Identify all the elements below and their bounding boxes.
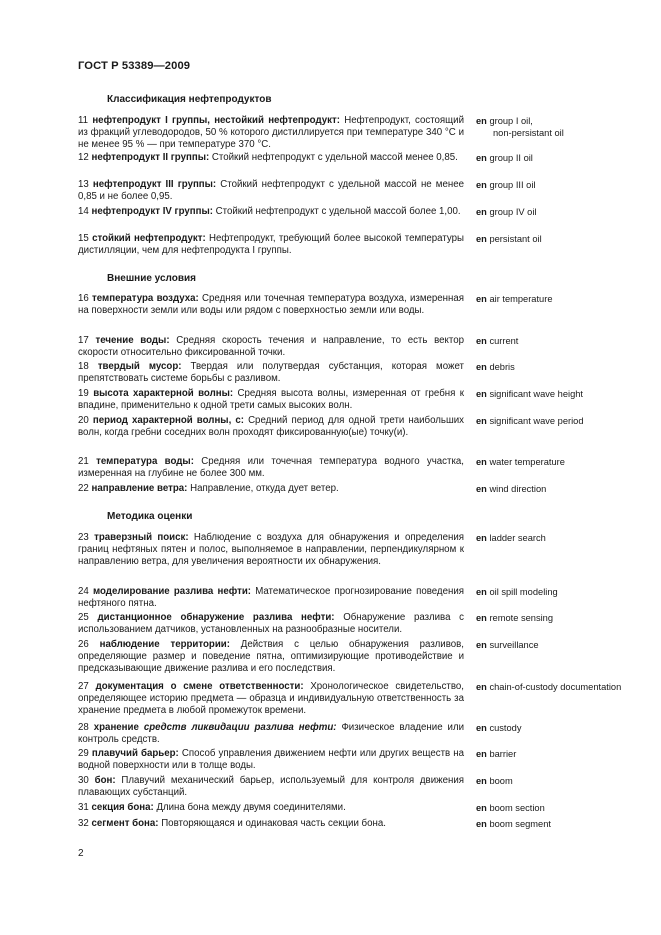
term-23-english — [476, 532, 641, 544]
term-16 — [78, 293, 464, 317]
en-tag: en — [476, 207, 487, 217]
en-term: group IV oil — [489, 207, 537, 217]
term-name: наблюдение территории: — [99, 639, 230, 650]
term-name: сегмент бона: — [91, 818, 159, 829]
term-number: 28 — [78, 722, 89, 733]
term-name: плавучий барьер: — [91, 748, 179, 759]
section-title-external-conditions: Внешние условия — [107, 273, 197, 284]
page-number: 2 — [78, 848, 84, 859]
term-24-english — [476, 586, 641, 598]
term-name: нефтепродукт I группы, нестойкий нефтепродукт: — [92, 115, 340, 126]
term-name: траверзный поиск: — [94, 532, 189, 543]
term-number: 26 — [78, 639, 89, 650]
en-term: boom section — [489, 803, 545, 813]
term-definition: Стойкий нефтепродукт с удельной массой не менее 0,85 и не более 0,95. — [78, 179, 464, 203]
en-term: persistant oil — [489, 234, 542, 244]
en-term-continued: non-persistant oil — [493, 128, 564, 139]
en-term: group I oil, — [489, 116, 533, 126]
term-definition: Повторяющаяся и одинаковая часть секции бона. — [161, 818, 386, 829]
term-name: температура воды: — [96, 456, 194, 467]
en-tag: en — [476, 153, 487, 163]
term-number: 13 — [78, 179, 89, 190]
en-tag: en — [476, 416, 487, 426]
term-23 — [78, 532, 464, 568]
en-term: boom — [489, 776, 513, 786]
term-name-italic: средств ликвидации разлива нефти: — [143, 722, 337, 733]
term-29-english — [476, 748, 641, 760]
term-definition: Нефтепродукт, состоящий из фракций углеводородов, 50 % которого дистиллируется при температуре 340 °C и не менее 95 % — при температуре 370 °C. — [78, 115, 464, 151]
en-tag: en — [476, 640, 487, 650]
term-name: течение воды: — [95, 335, 170, 346]
term-name: период характерной волны, с: — [92, 415, 244, 426]
term-number: 12 — [78, 152, 89, 163]
term-definition: Хронологическое свидетельство, определяющее историю предмета — образца и индивидуальную ответственность за хранение предмета в любой промежуток времени. — [78, 681, 464, 717]
standard-number: ГОСТ Р 53389—2009 — [78, 60, 191, 72]
term-number: 17 — [78, 335, 89, 346]
term-definition: Твердая или полутвердая субстанция, которая может препятствовать системе борьбы с разливом. — [78, 361, 464, 385]
term-definition: Направление, откуда дует ветер. — [190, 483, 339, 494]
term-number: 18 — [78, 361, 89, 372]
term-number: 11 — [78, 115, 89, 126]
en-tag: en — [476, 116, 487, 126]
term-24 — [78, 586, 464, 610]
term-12-english — [476, 152, 641, 164]
term-25 — [78, 612, 464, 636]
term-number: 21 — [78, 456, 89, 467]
en-term: barrier — [489, 749, 517, 759]
en-tag: en — [476, 819, 487, 829]
en-term: significant wave height — [489, 389, 583, 399]
term-name: секция бона: — [91, 802, 154, 813]
term-26-english — [476, 639, 641, 651]
term-number: 27 — [78, 681, 89, 692]
term-name: нефтепродукт III группы: — [92, 179, 217, 190]
en-term: wind direction — [489, 484, 547, 494]
term-28-english — [476, 722, 641, 734]
term-number: 31 — [78, 802, 89, 813]
en-tag: en — [476, 613, 487, 623]
en-term: oil spill modeling — [489, 587, 558, 597]
term-20-english — [476, 415, 641, 427]
term-number: 24 — [78, 586, 89, 597]
en-term: current — [489, 336, 519, 346]
term-16-english — [476, 293, 641, 305]
term-32 — [78, 818, 464, 830]
term-name: бон: — [94, 775, 116, 786]
term-definition: Стойкий нефтепродукт с удельной массой более 1,00. — [215, 206, 461, 217]
term-definition: Математическое прогнозирование поведения нефтяного пятна. — [78, 586, 464, 610]
term-27 — [78, 681, 464, 717]
en-tag: en — [476, 776, 487, 786]
term-definition: Способ управления движением нефти или других веществ на водной поверхности или в толще воды. — [78, 748, 464, 772]
term-number: 25 — [78, 612, 89, 623]
term-21 — [78, 456, 464, 480]
term-15-english — [476, 233, 641, 245]
term-definition: Действия с целью обнаружения разливов, определяющие размер и поведение пятна, оптимизирующие противодействие и предсказывающие движение разлива и его последствия. — [78, 639, 464, 675]
term-18-english — [476, 361, 641, 373]
term-number: 16 — [78, 293, 89, 304]
term-definition: Наблюдение с воздуха для обнаружения и определения границ нефтяных пятен и полос, выполняемое в направлении, перпендикулярном к направлению ветра, для увеличения вероятности их обнаружения. — [78, 532, 464, 568]
term-definition: Стойкий нефтепродукт с удельной массой менее 0,85. — [211, 152, 458, 163]
term-13-english — [476, 179, 641, 191]
term-22 — [78, 483, 464, 495]
term-26 — [78, 639, 464, 675]
term-number: 29 — [78, 748, 89, 759]
term-name: высота характерной волны: — [93, 388, 234, 399]
term-30-english — [476, 775, 641, 787]
term-name: документация о смене ответственности: — [95, 681, 304, 692]
term-name: нефтепродукт II группы: — [91, 152, 210, 163]
term-31-english — [476, 802, 641, 814]
term-name: направление ветра: — [91, 483, 188, 494]
en-term: ladder search — [489, 533, 546, 543]
term-12 — [78, 152, 464, 164]
en-tag: en — [476, 682, 487, 692]
section-title-classification: Классификация нефтепродуктов — [107, 94, 272, 105]
en-tag: en — [476, 723, 487, 733]
term-18 — [78, 361, 464, 385]
en-tag: en — [476, 362, 487, 372]
term-14 — [78, 206, 464, 218]
section-title-assessment-methods: Методика оценки — [107, 511, 193, 522]
term-name: хранение — [93, 722, 139, 733]
term-name: дистанционное обнаружение разлива нефти: — [97, 612, 335, 623]
term-definition: Средняя или точечная температура воздуха, измеренная на поверхности земли или воды или рядом с поверхностью земли или воды. — [78, 293, 464, 317]
term-13 — [78, 179, 464, 203]
term-definition: Средняя или точечная температура водного участка, измеренная на глубине не более 300 мм. — [78, 456, 464, 480]
en-tag: en — [476, 457, 487, 467]
en-tag: en — [476, 533, 487, 543]
term-name: нефтепродукт IV группы: — [91, 206, 213, 217]
term-11 — [78, 115, 464, 151]
term-name: твердый мусор: — [97, 361, 182, 372]
en-term: significant wave period — [489, 416, 584, 426]
term-definition: Средняя скорость течения и направление, то есть вектор скорости относительно фиксированной точки. — [78, 335, 464, 359]
term-30 — [78, 775, 464, 799]
en-tag: en — [476, 234, 487, 244]
term-number: 15 — [78, 233, 89, 244]
en-term: custody — [489, 723, 522, 733]
en-tag: en — [476, 336, 487, 346]
term-definition: Средний период для одной трети наибольших волн, когда гребни соседних волн проходят фиксированную(ые) точку(и). — [78, 415, 464, 439]
term-22-english — [476, 483, 641, 495]
en-term: air temperature — [489, 294, 553, 304]
term-name: температура воздуха: — [92, 293, 199, 304]
term-number: 14 — [78, 206, 89, 217]
term-definition: Физическое владение или контроль средств. — [78, 722, 465, 746]
term-19-english — [476, 388, 641, 400]
term-number: 23 — [78, 532, 89, 543]
term-17 — [78, 335, 464, 359]
term-definition: Плавучий механический барьер, используемый для контроля движения плавающих субстанций. — [78, 775, 464, 799]
term-number: 19 — [78, 388, 89, 399]
term-20 — [78, 415, 464, 439]
term-32-english — [476, 818, 641, 830]
term-27-english — [476, 681, 641, 693]
en-tag: en — [476, 180, 487, 190]
term-number: 22 — [78, 483, 89, 494]
term-number: 20 — [78, 415, 89, 426]
en-term: boom segment — [489, 819, 551, 829]
term-14-english — [476, 206, 641, 218]
term-name: стойкий нефтепродукт: — [92, 233, 206, 244]
term-19 — [78, 388, 464, 412]
en-term: debris — [489, 362, 515, 372]
term-15 — [78, 233, 464, 257]
term-number: 32 — [78, 818, 89, 829]
term-28 — [78, 722, 464, 746]
term-29 — [78, 748, 464, 772]
term-17-english — [476, 335, 641, 347]
term-21-english — [476, 456, 641, 468]
en-tag: en — [476, 587, 487, 597]
term-25-english — [476, 612, 641, 624]
en-term: remote sensing — [489, 613, 554, 623]
term-number: 30 — [78, 775, 89, 786]
term-31 — [78, 802, 464, 814]
term-definition: Нефтепродукт, требующий более высокой температуры дистилляции, чем для нефтепродукта I группы. — [78, 233, 464, 257]
en-tag: en — [476, 749, 487, 759]
en-term: group II oil — [489, 153, 533, 163]
term-definition: Длина бона между двумя соединителями. — [156, 802, 346, 813]
en-tag: en — [476, 389, 487, 399]
term-definition: Обнаружение разлива с использованием датчиков, установленных на разнообразные носители. — [78, 612, 464, 636]
en-tag: en — [476, 294, 487, 304]
en-tag: en — [476, 803, 487, 813]
en-term: group III oil — [489, 180, 536, 190]
en-term: surveillance — [489, 640, 539, 650]
en-term: chain-of-custody documentation — [489, 682, 622, 692]
term-definition: Средняя высота волны, измеренная от гребня к впадине, применительно к одной трети самых высоких волн. — [78, 388, 464, 412]
term-name: моделирование разлива нефти: — [92, 586, 251, 597]
en-term: water temperature — [489, 457, 565, 467]
term-11-english — [476, 115, 641, 139]
en-tag: en — [476, 484, 487, 494]
